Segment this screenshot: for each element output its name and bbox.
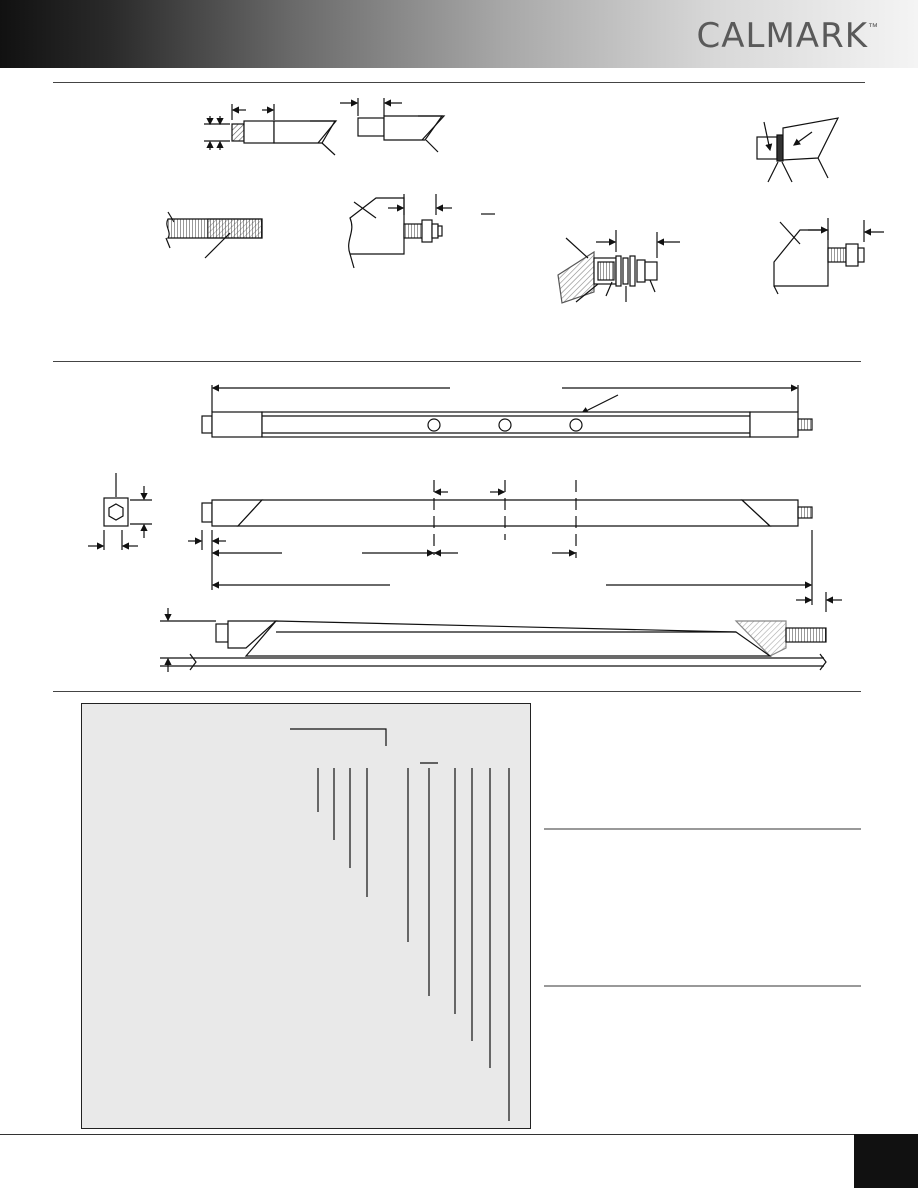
footer-divider [0,1134,918,1135]
brand-logo: CALMARK [696,16,868,56]
page-number-box [854,1134,918,1188]
trademark-symbol: ™ [868,22,878,33]
